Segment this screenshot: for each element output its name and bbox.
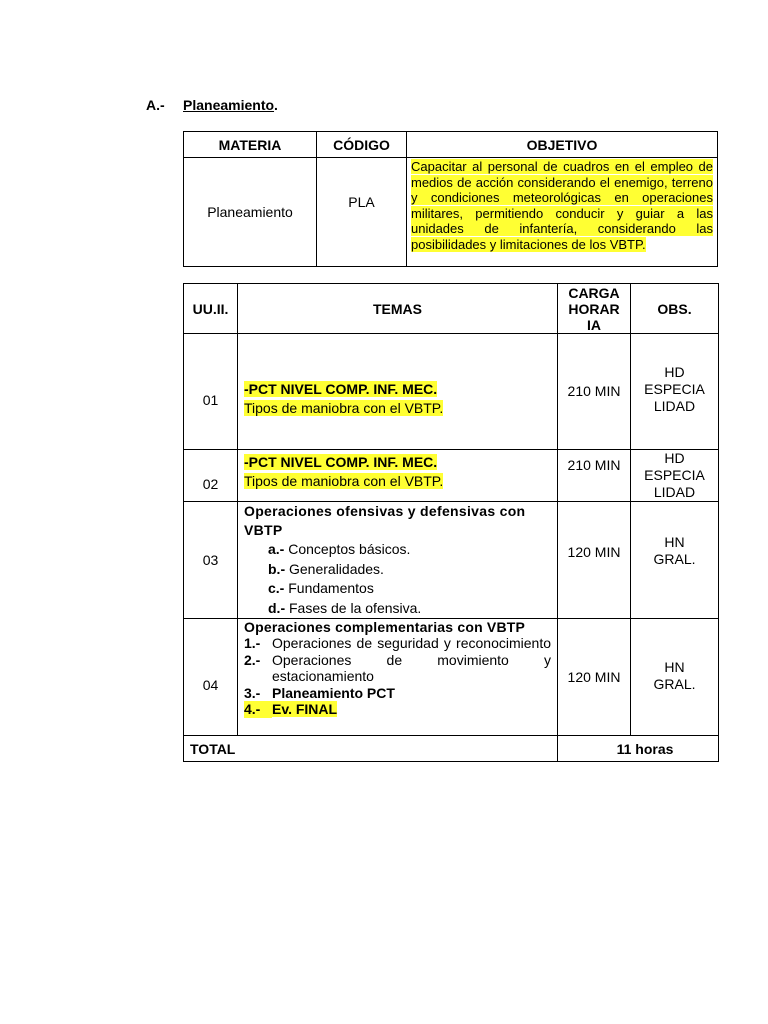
item-number: 1.- bbox=[244, 635, 261, 651]
carga-cell: 210 MIN bbox=[558, 334, 631, 450]
sub-item-number: a.- bbox=[268, 541, 285, 557]
row-title: Operaciones complementarias con VBTP bbox=[244, 619, 526, 635]
section-number: A.- bbox=[146, 97, 165, 113]
temas-cell bbox=[238, 334, 558, 450]
section-title-suffix: . bbox=[274, 97, 278, 113]
obs-line: HN bbox=[664, 659, 685, 675]
sub-item-text: Fases de la ofensiva. bbox=[289, 599, 422, 616]
obs-line: LIDAD bbox=[653, 398, 696, 414]
sub-item-text: Conceptos básicos. bbox=[288, 541, 411, 557]
item-number: 3.- bbox=[244, 684, 261, 701]
item-number: 4.- bbox=[244, 701, 272, 718]
subject-table-row bbox=[184, 158, 718, 267]
header-materia: MATERIA bbox=[184, 132, 317, 158]
carga-cell: 120 MIN bbox=[558, 619, 631, 736]
total-label: TOTAL bbox=[184, 736, 558, 762]
materia-cell: Planeamiento bbox=[184, 158, 317, 267]
list-item bbox=[244, 685, 551, 702]
uuii-cell: 04 bbox=[184, 619, 238, 736]
section-heading bbox=[146, 97, 278, 113]
sub-item bbox=[244, 560, 551, 580]
carga-cell: 120 MIN bbox=[558, 502, 631, 619]
item-number: 2.- bbox=[244, 651, 261, 668]
table-row bbox=[184, 619, 719, 736]
topics-table bbox=[183, 283, 719, 762]
header-carga bbox=[558, 284, 631, 334]
sub-item bbox=[244, 579, 551, 599]
row-title: Operaciones ofensivas y defensivas con VBTP bbox=[244, 503, 526, 538]
uuii-cell: 01 bbox=[184, 334, 238, 450]
header-obs: OBS. bbox=[631, 284, 719, 334]
uuii-cell: 03 bbox=[184, 502, 238, 619]
objetivo-cell bbox=[407, 158, 718, 267]
section-title: Planeamiento bbox=[183, 97, 275, 113]
objetivo-text: Capacitar al personal de cuadros en el empleo de medios de acción considerando el enemigo, terreno y condiciones meteorológicas en operaciones militares, permitiendo conducir y guiar a las unidades de infantería, considerando las posibilidades y limitaciones de los VBTP. bbox=[411, 159, 713, 252]
header-objetivo: OBJETIVO bbox=[407, 132, 718, 158]
sub-item-text: Fundamentos bbox=[288, 580, 374, 596]
obs-line: HD bbox=[664, 450, 685, 466]
header-temas: TEMAS bbox=[238, 284, 558, 334]
sub-item bbox=[244, 540, 551, 560]
sub-item-text: Generalidades. bbox=[289, 560, 384, 577]
topics-table-header-row bbox=[184, 284, 719, 334]
list-item bbox=[244, 635, 551, 652]
sub-item-number: b.- bbox=[268, 560, 286, 577]
codigo-cell: PLA bbox=[317, 158, 407, 267]
table-row bbox=[184, 502, 719, 619]
row-title: -PCT NIVEL COMP. INF. MEC. bbox=[244, 454, 438, 470]
obs-line: HN bbox=[664, 534, 685, 550]
item-text bbox=[272, 701, 551, 718]
obs-line: ESPECIA bbox=[644, 381, 705, 397]
uuii-cell: 02 bbox=[184, 450, 238, 502]
obs-line: GRAL. bbox=[653, 551, 696, 567]
obs-line: ESPECIA bbox=[644, 467, 705, 483]
header-codigo: CÓDIGO bbox=[317, 132, 407, 158]
sub-item bbox=[244, 599, 551, 619]
obs-cell bbox=[631, 619, 719, 736]
row-subtitle: Tipos de maniobra con el VBTP. bbox=[244, 399, 444, 416]
subject-table-header-row bbox=[184, 132, 718, 158]
sub-item-number: c.- bbox=[268, 580, 285, 596]
header-uuii: UU.II. bbox=[184, 284, 238, 334]
list-item bbox=[244, 701, 551, 718]
table-row bbox=[184, 334, 719, 450]
row-title: -PCT NIVEL COMP. INF. MEC. bbox=[244, 380, 438, 397]
table-row bbox=[184, 450, 719, 502]
item-text-highlight: Ev. FINAL bbox=[272, 701, 338, 717]
temas-cell bbox=[238, 502, 558, 619]
temas-cell bbox=[238, 619, 558, 736]
obs-line: GRAL. bbox=[653, 676, 696, 692]
carga-cell: 210 MIN bbox=[558, 450, 631, 502]
obs-line: LIDAD bbox=[653, 484, 696, 500]
subject-table bbox=[183, 131, 718, 267]
item-text: Operaciones de seguridad y reconocimiento bbox=[272, 635, 551, 651]
temas-cell bbox=[238, 450, 558, 502]
header-carga-text: CARGA HORAR IA bbox=[568, 284, 620, 333]
obs-cell bbox=[631, 450, 719, 502]
total-value: 11 horas bbox=[558, 736, 719, 762]
item-text: Operaciones de movimiento y estacionamiento bbox=[272, 651, 551, 684]
obs-line: HD bbox=[664, 364, 685, 380]
list-item bbox=[244, 652, 551, 685]
obs-cell bbox=[631, 502, 719, 619]
obs-cell bbox=[631, 334, 719, 450]
sub-item-number: d.- bbox=[268, 599, 286, 616]
item-text: Planeamiento PCT bbox=[272, 684, 395, 701]
row-subtitle: Tipos de maniobra con el VBTP. bbox=[244, 473, 444, 489]
total-row bbox=[184, 736, 719, 762]
